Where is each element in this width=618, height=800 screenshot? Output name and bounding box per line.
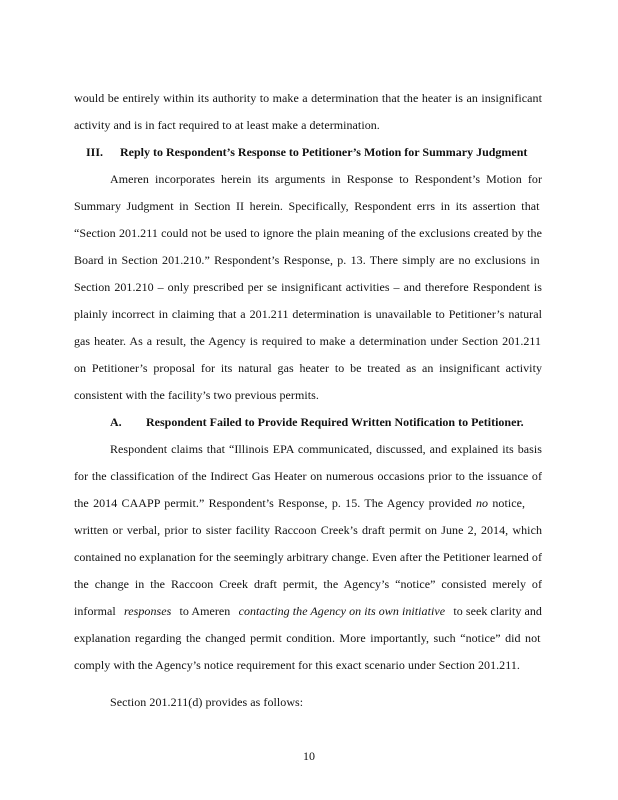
intro-line-1: would be entirely within its authority to make a determination that the heater is an insignificant: [74, 91, 542, 105]
respondent-line-7: [74, 604, 542, 618]
section-iii-number: III.: [86, 145, 104, 159]
respondent-line-7-c: to Ameren: [179, 604, 231, 618]
ameren-line-8: on Petitioner’s proposal for its natural gas heater to be treated as an insignificant activity: [74, 361, 542, 375]
respondent-line-6: the change in the Raccoon Creek draft permit, the Agency’s “notice” consisted merely of: [74, 577, 542, 591]
ameren-line-9: consistent with the facility’s two previous permits.: [74, 388, 319, 402]
ameren-line-1: Ameren incorporates herein its arguments in Response to Respondent’s Motion for: [110, 172, 542, 186]
respondent-line-7-e: to seek clarity and: [453, 604, 542, 618]
ameren-line-5: Section 201.210 – only prescribed per se insignificant activities – and therefore Respondent is: [74, 280, 542, 294]
respondent-line-2: for the classification of the Indirect Gas Heater on numerous occasions prior to the issuance of: [74, 469, 542, 483]
respondent-line-3-text: the 2014 CAAPP permit.” Respondent’s Response, p. 15. The Agency provided: [74, 496, 472, 510]
page-number: 10: [303, 749, 315, 763]
intro-line-2: activity and is in fact required to at least make a determination.: [74, 118, 380, 132]
ameren-line-3: “Section 201.211 could not be used to ignore the plain meaning of the exclusions created by the: [74, 226, 542, 240]
respondent-line-7-d: contacting the Agency on its own initiative: [238, 604, 446, 618]
respondent-line-7-a: informal: [74, 604, 116, 618]
ameren-line-2: Summary Judgment in Section II herein. Specifically, Respondent errs in its assertion that: [74, 199, 540, 213]
respondent-line-3: [74, 496, 542, 510]
respondent-line-1: Respondent claims that “Illinois EPA communicated, discussed, and explained its basis: [110, 442, 542, 456]
respondent-line-8: explanation regarding the changed permit condition. More importantly, such “notice” did not: [74, 631, 541, 645]
respondent-line-7-b: responses: [123, 604, 172, 618]
ameren-line-4: Board in Section 201.210.” Respondent’s Response, p. 13. There simply are no exclusions in: [74, 253, 540, 267]
section-a-letter: A.: [110, 415, 122, 429]
final-paragraph: Section 201.211(d) provides as follows:: [110, 695, 304, 709]
section-a-title: Respondent Failed to Provide Required Written Notification to Petitioner.: [146, 415, 524, 429]
ameren-line-7: gas heater. As a result, the Agency is required to make a determination under Section 201.211: [74, 334, 542, 348]
respondent-line-3-italic: no: [475, 496, 489, 510]
section-iii-title: Reply to Respondent’s Response to Petitioner’s Motion for Summary Judgment: [120, 145, 528, 159]
respondent-line-5: contained no explanation for the seemingly arbitrary change. Even after the Petitioner learned of: [74, 550, 542, 564]
respondent-line-3-end: notice,: [492, 496, 526, 510]
respondent-line-9: comply with the Agency’s notice requirement for this exact scenario under Section 201.211.: [74, 658, 520, 672]
ameren-line-6: plainly incorrect in claiming that a 201.211 determination is unavailable to Petitioner’s natural: [74, 307, 542, 321]
respondent-line-4: written or verbal, prior to sister facility Raccoon Creek’s draft permit on June 2, 2014, which: [74, 523, 542, 537]
